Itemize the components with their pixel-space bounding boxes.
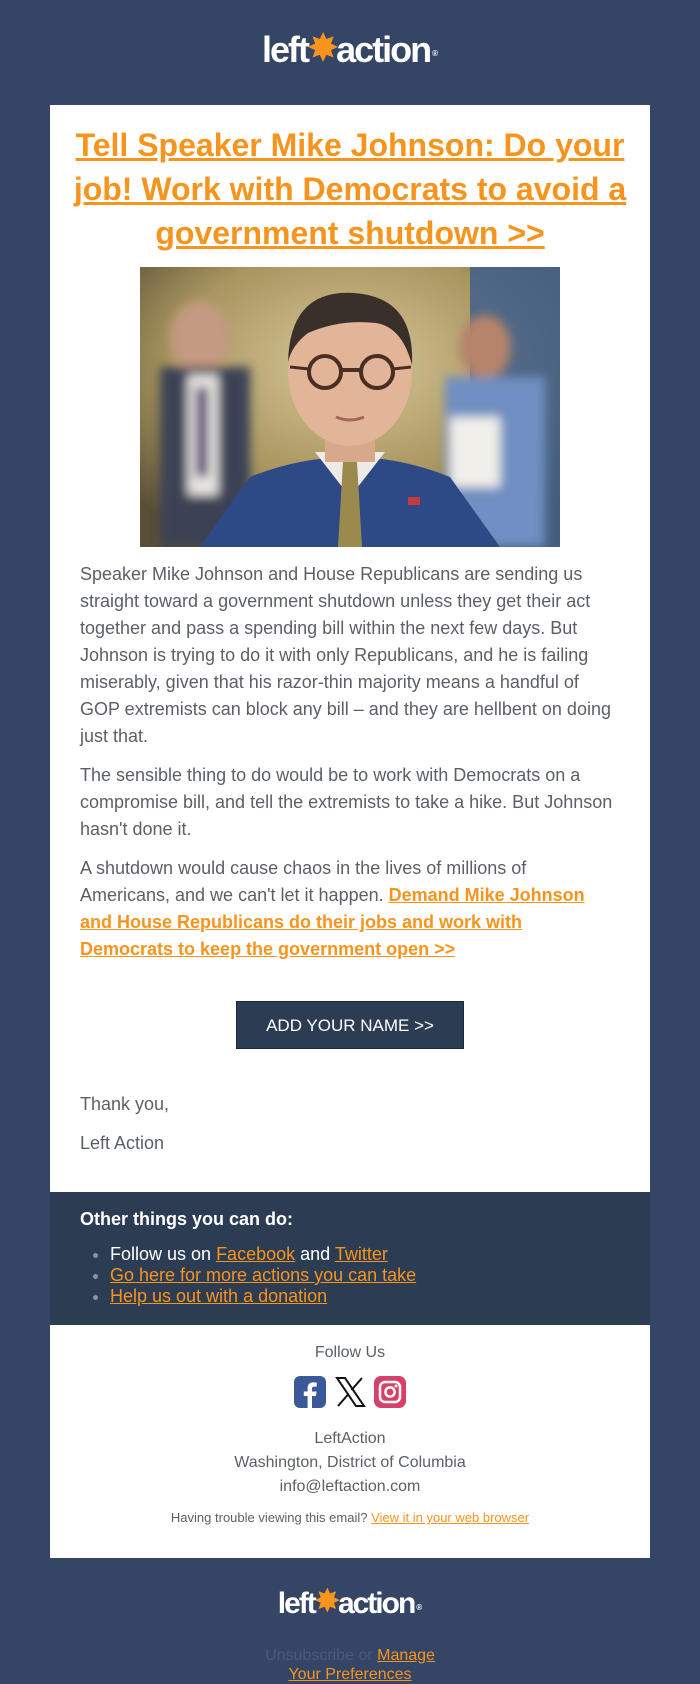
trouble-text: Having trouble viewing this email? <box>170 1510 372 1525</box>
logo-registered-mark: ® <box>432 49 439 58</box>
list-item <box>110 1244 416 1265</box>
unsubscribe-block <box>0 1646 700 1684</box>
preferences-link[interactable]: Your Preferences <box>288 1666 412 1683</box>
more-actions-link[interactable]: Go here for more actions you can take <box>110 1265 417 1285</box>
unsubscribe-text[interactable]: Unsubscribe or <box>265 1647 378 1664</box>
list-item <box>110 1286 416 1307</box>
logo-registered-mark: ® <box>416 1603 423 1612</box>
donation-link[interactable]: Help us out with a donation <box>110 1286 328 1306</box>
demand-action-link[interactable]: Demand Mike Johnson and House Republicans do their jobs and work with Democrats to keep the government open >> <box>80 885 585 959</box>
main-card <box>50 105 650 1192</box>
logo-text-right: action <box>336 29 431 70</box>
logo-top[interactable] <box>0 28 700 72</box>
thanks-text: Thank you, <box>80 1094 170 1114</box>
logo-star-icon: ✸ <box>314 1585 338 1618</box>
follow-us-text: Follow us on <box>110 1244 217 1264</box>
speaker-photo-illustration <box>140 267 560 547</box>
paragraph-3-text: A shutdown would cause chaos in the lives of millions of Americans, and we can't let it happen. <box>80 858 527 905</box>
org-name: LeftAction <box>314 1430 386 1447</box>
paragraph-3 <box>80 855 620 963</box>
add-your-name-button[interactable]: ADD YOUR NAME >> <box>236 1001 464 1049</box>
logo-star-icon: ✸ <box>307 27 337 68</box>
signature-text: Left Action <box>80 1133 165 1153</box>
org-email: info@leftaction.com <box>279 1478 421 1495</box>
footer <box>50 1325 650 1558</box>
twitter-link[interactable]: Twitter <box>334 1244 388 1264</box>
headline-link[interactable]: Tell Speaker Mike Johnson: Do your job! Work with Democrats to avoid a government shutdown >> <box>73 127 627 251</box>
logo-bottom[interactable] <box>0 1584 700 1624</box>
body-text <box>80 561 620 975</box>
logo-text-left: left <box>277 1587 315 1620</box>
facebook-link[interactable]: Facebook <box>216 1244 296 1264</box>
manage-link[interactable]: Manage <box>377 1647 435 1664</box>
view-in-browser-link[interactable]: View it in your web browser <box>371 1510 530 1525</box>
other-actions-panel <box>50 1192 650 1325</box>
list-item <box>110 1265 416 1286</box>
trouble-viewing <box>50 1509 650 1527</box>
paragraph-1: Speaker Mike Johnson and House Republicans are sending us straight toward a government shutdown unless they get their act together and pass a spending bill within the next few days. But Johnson is trying to do it with only Republicans, and he is failing miserably, given that his razor-thin majority means a handful of GOP extremists can block any bill – and they are hellbent on doing just that. <box>80 564 611 746</box>
logo-text-right: action <box>337 1587 415 1620</box>
and-text: and <box>295 1244 335 1264</box>
paragraph-2: The sensible thing to do would be to work with Democrats on a compromise bill, and tell the extremists to take a hike. But Johnson hasn't done it. <box>80 765 613 839</box>
org-location: Washington, District of Columbia <box>234 1454 466 1471</box>
other-actions-list <box>80 1244 416 1307</box>
social-icons <box>50 1375 650 1409</box>
follow-us-heading: Follow Us <box>314 1344 386 1361</box>
signoff <box>80 1091 169 1169</box>
x-icon[interactable] <box>333 1375 367 1409</box>
facebook-icon[interactable] <box>293 1375 327 1409</box>
logo-text-left: left <box>261 29 308 70</box>
other-actions-title: Other things you can do: <box>80 1209 294 1229</box>
instagram-icon[interactable] <box>373 1375 407 1409</box>
org-info <box>50 1427 650 1499</box>
speaker-photo[interactable] <box>140 267 560 547</box>
